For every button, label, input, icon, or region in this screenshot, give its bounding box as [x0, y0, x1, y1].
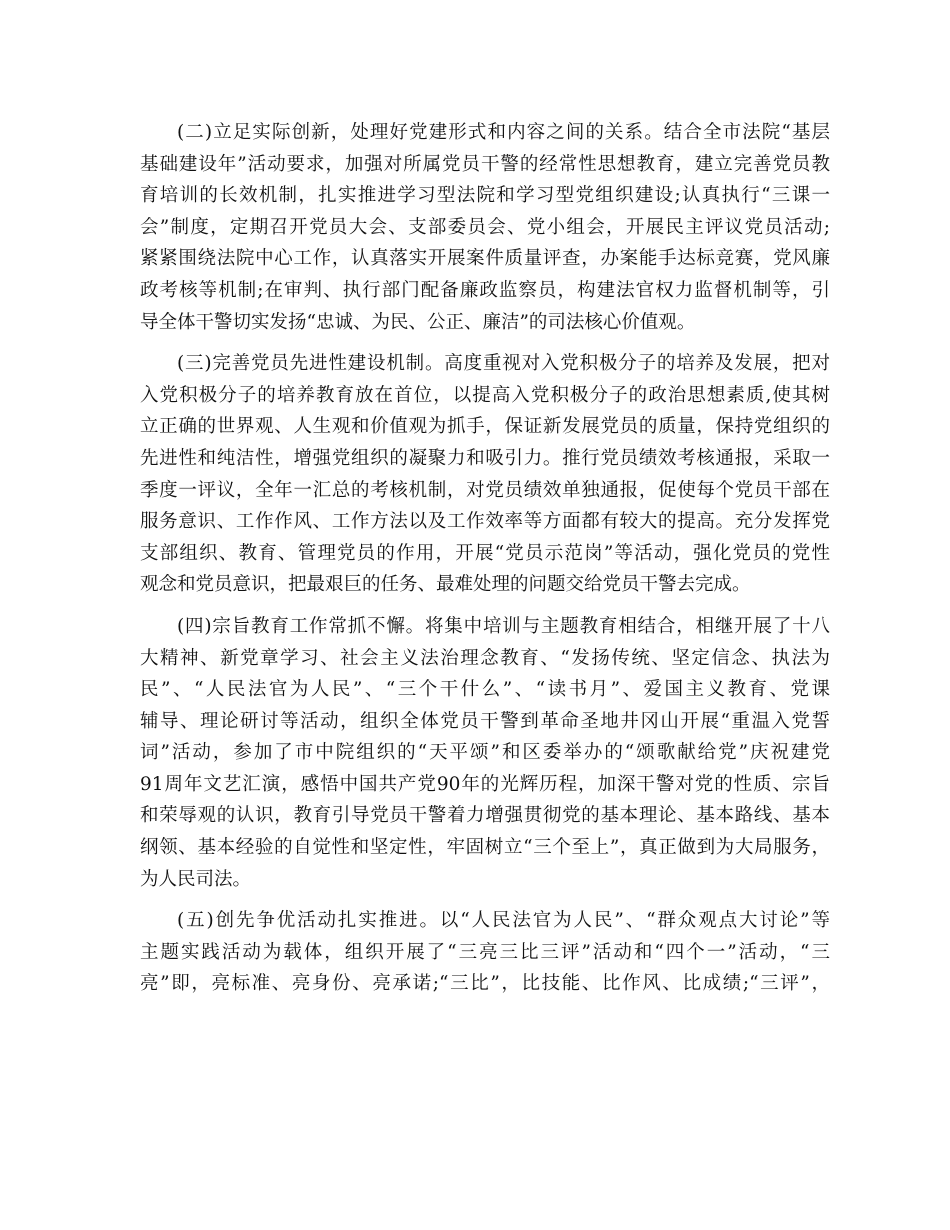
text-line: 紧紧围绕法院中心工作，认真落实开展案件质量评查，办案能手达标竞赛，党风廉: [140, 248, 830, 270]
text-line: 观念和党员意识，把最艰巨的任务、最难处理的问题交给党员干警去完成。: [140, 574, 751, 596]
text-line: 词”活动，参加了市中院组织的“天平颂”和区委举办的“颂歌献给党”庆祝建党: [140, 742, 830, 764]
text-line: 先进性和纯洁性，增强党组织的凝聚力和吸引力。推行党员绩效考核通报，采取一: [140, 447, 830, 469]
text-line: 基础建设年”活动要求，加强对所属党员干警的经常性思想教育，建立完善党员教: [140, 153, 830, 175]
paragraph-5: [140, 905, 830, 1000]
text-line: 会”制度，定期召开党员大会、支部委员会、党小组会，开展民主评议党员活动;: [140, 216, 830, 238]
text-line: 为人民司法。: [140, 868, 252, 890]
text-line: 大精神、新党章学习、社会主义法治理念教育、“发扬传统、坚定信念、执法为: [140, 647, 830, 669]
text-line: 季度一评议，全年一汇总的考核机制，对党员绩效单独通报，促使每个党员干部在: [140, 479, 830, 501]
text-line: 辅导、理论研讨等活动，组织全体党员干警到革命圣地井冈山开展“重温入党誓: [140, 710, 830, 732]
text-line: 立正确的世界观、人生观和价值观为抓手，保证新发展党员的质量，保持党组织的: [140, 416, 830, 438]
text-line: 育培训的长效机制，扎实推进学习型法院和学习型党组织建设;认真执行“三课一: [140, 185, 830, 207]
text-line: 支部组织、教育、管理党员的作用，开展“党员示范岗”等活动，强化党员的党性: [140, 542, 830, 564]
text-line: (二)立足实际创新，处理好党建形式和内容之间的关系。结合全市法院“基层: [177, 122, 830, 143]
text-line: (五)创先争优活动扎实推进。以“人民法官为人民”、“群众观点大讨论”等: [177, 910, 830, 932]
text-line: 91周年文艺汇演，感悟中国共产党90年的光辉历程，加深干警对党的性质、宗旨: [140, 773, 830, 795]
paragraph-4: [140, 611, 830, 895]
text-line: 政考核等机制;在审判、执行部门配备廉政监察员，构建法官权力监督机制等，引: [140, 279, 830, 301]
text-line: (三)完善党员先进性建设机制。高度重视对入党积极分子的培养及发展，把对: [177, 353, 830, 375]
text-line: 纲领、基本经验的自觉性和坚定性，牢固树立“三个至上”，真正做到为大局服务，: [140, 837, 830, 859]
paragraph-2: [140, 117, 830, 338]
text-line: 亮”即，亮标准、亮身份、亮承诺;“三比”，比技能、比作风、比成绩;“三评”，: [140, 973, 830, 995]
text-line: 主题实践活动为载体，组织开展了“三亮三比三评”活动和“四个一”活动，“三: [140, 941, 830, 963]
text-line: (四)宗旨教育工作常抓不懈。将集中培训与主题教育相结合，相继开展了十八: [177, 615, 830, 637]
text-line: 导全体干警切实发扬“忠诚、为民、公正、廉洁”的司法核心价值观。: [140, 311, 696, 333]
text-line: 服务意识、工作作风、工作方法以及工作效率等方面都有较大的提高。充分发挥党: [140, 511, 830, 533]
text-line: 和荣辱观的认识，教育引导党员干警着力增强贯彻党的基本理论、基本路线、基本: [140, 805, 830, 827]
text-line: 入党积极分子的培养教育放在首位，以提高入党积极分子的政治思想素质,使其树: [140, 384, 830, 406]
paragraph-3: [140, 348, 830, 601]
text-line: 民”、“人民法官为人民”、“三个干什么”、“读书月”、爱国主义教育、党课: [140, 679, 830, 701]
document-body: [140, 117, 830, 1010]
